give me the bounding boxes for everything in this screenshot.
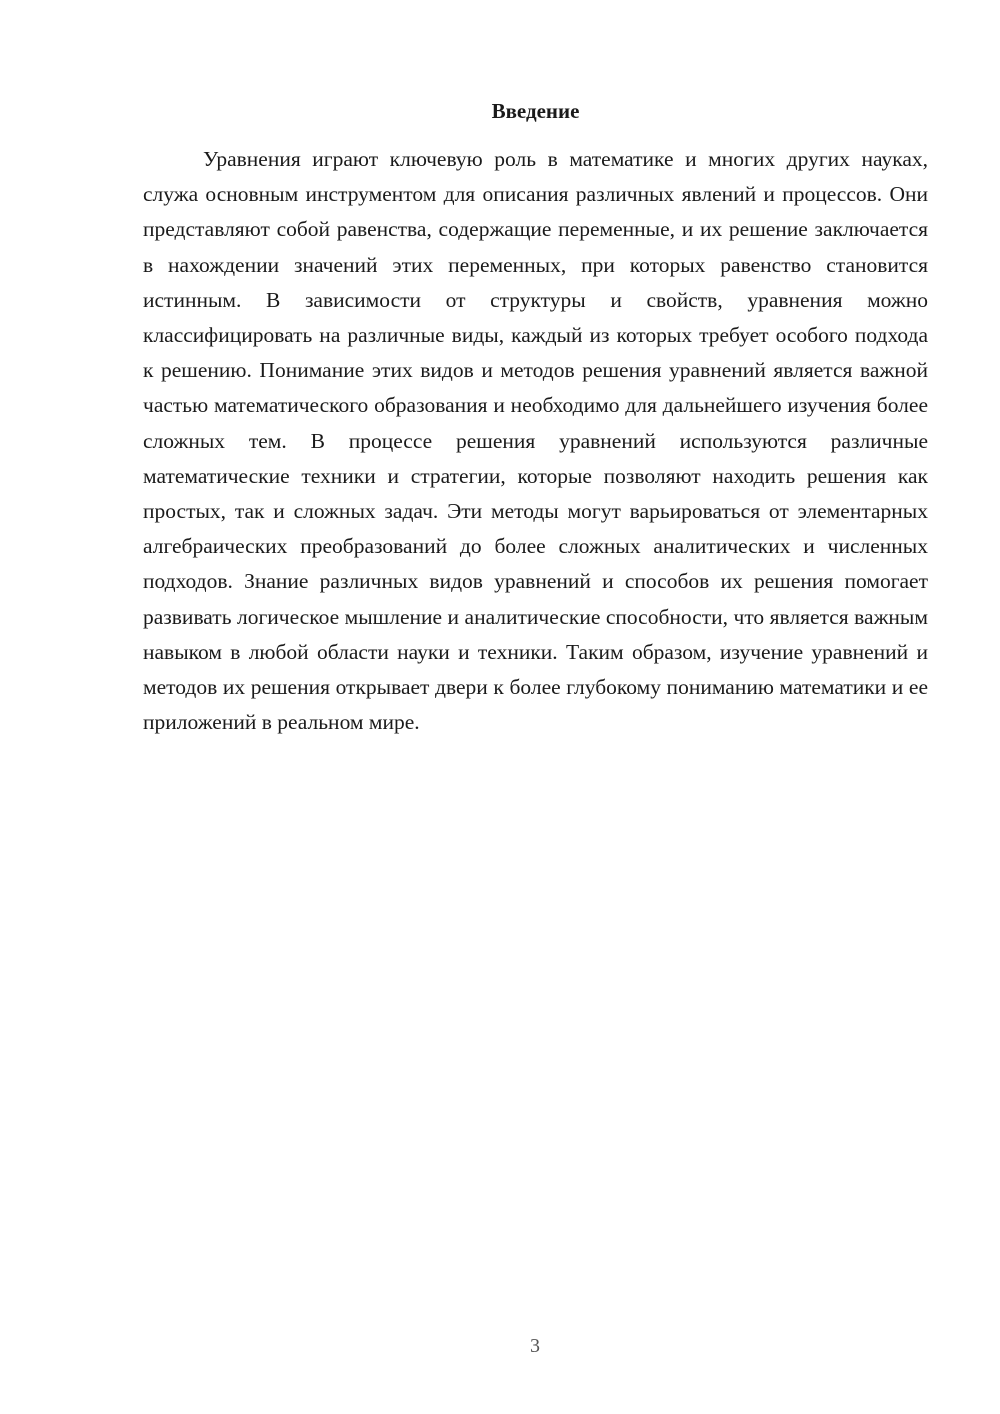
page-title: Введение xyxy=(491,99,580,123)
body-paragraph: Уравнения играют ключевую роль в математике и многих других науках, служа основным инструментом для описания различных явлений и процессов. Они представляют собой равенства, содержащие переменные, и их решение заключается в нахождении значений этих переменных, при которых равенство становится истинным. В зависимости от структуры и свойств, уравнения можно классифицировать на различные виды, каждый из которых требует особого подхода к решению. Понимание этих видов и методов решения уравнений является важной частью математического образования и необходимо для дальнейшего изучения более сложных тем. В процессе решения уравнений используются различные математические техники и стратегии, которые позволяют находить решения как простых, так и сложных задач. Эти методы могут варьироваться от элементарных алгебраических преобразований до более сложных аналитических и численных подходов. Знание различных видов уравнений и способов их решения помогает развивать логическое мышление и аналитические способности, что является важным навыком в любой области науки и техники. Таким образом, изучение уравнений и методов их решения открывает двери к более глубокому пониманию математики и ее приложений в реальном мире. xyxy=(143,147,928,735)
page-number: 3 xyxy=(530,1335,540,1357)
